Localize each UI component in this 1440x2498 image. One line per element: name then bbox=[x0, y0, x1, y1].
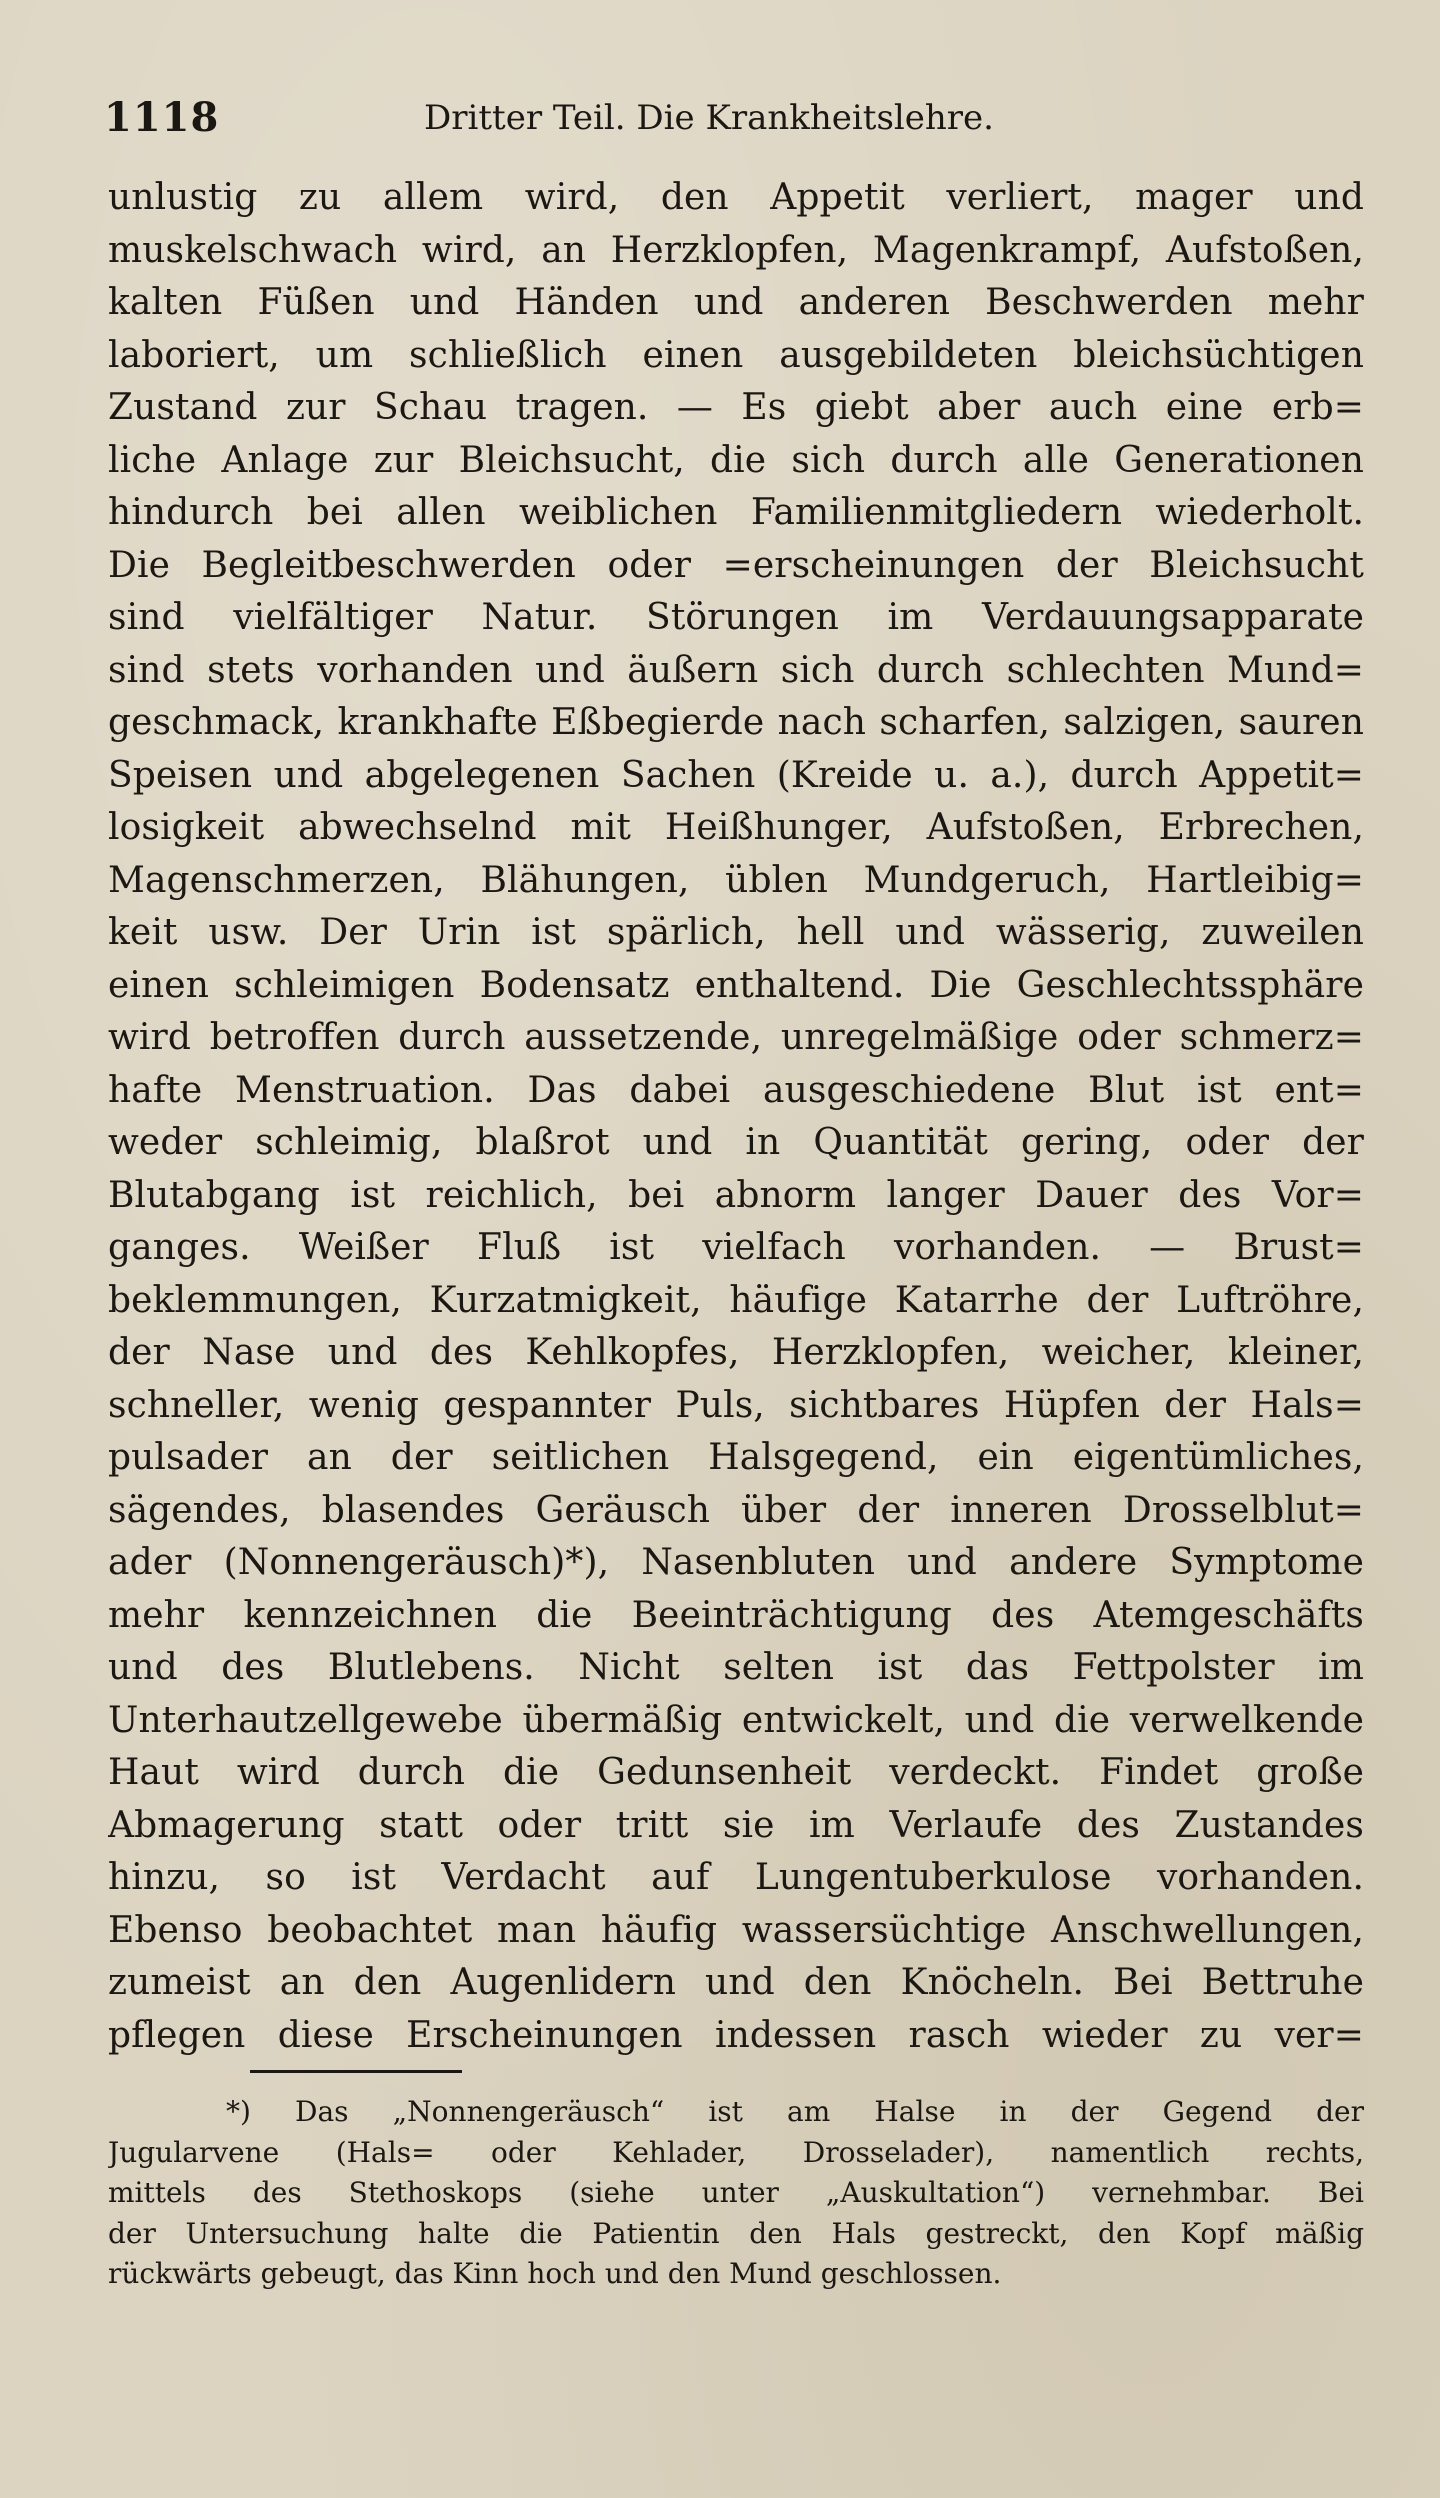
text-line: liche Anlage zur Bleichsucht, die sich durch alle Generationen bbox=[108, 439, 1364, 481]
text-line: Unterhautzellgewebe übermäßig entwickelt, und die verwelkende bbox=[108, 1699, 1364, 1741]
text-line: ganges. Weißer Fluß ist vielfach vorhanden. — Brust= bbox=[108, 1227, 1364, 1268]
text-line: Zustand zur Schau tragen. — Es giebt aber auch eine erb= bbox=[108, 387, 1364, 428]
text-line: keit usw. Der Urin ist spärlich, hell und wässerig, zuweilen bbox=[108, 912, 1364, 953]
text-line: pulsader an der seitlichen Halsgegend, ein eigentümliches, bbox=[108, 1437, 1364, 1478]
text-line: Blutabgang ist reichlich, bei abnorm langer Dauer des Vor= bbox=[108, 1174, 1364, 1216]
footnote-line: der Untersuchung halte die Patientin den Hals gestreckt, den Kopf mäßig bbox=[108, 2216, 1364, 2250]
text-line: Haut wird durch die Gedunsenheit verdeckt. Findet große bbox=[108, 1752, 1364, 1793]
text-line: kalten Füßen und Händen und anderen Beschwerden mehr bbox=[108, 282, 1364, 323]
text-line: mehr kennzeichnen die Beeinträchtigung des Atemgeschäfts bbox=[108, 1594, 1364, 1636]
text-line: weder schleimig, blaßrot und in Quantität gering, oder der bbox=[108, 1122, 1364, 1163]
main-text bbox=[108, 172, 1364, 2062]
footnote-line: rückwärts gebeugt, das Kinn hoch und den Mund geschlossen. bbox=[108, 2257, 1002, 2290]
page-number: 1118 bbox=[104, 94, 220, 141]
text-line: schneller, wenig gespannter Puls, sichtbares Hüpfen der Hals= bbox=[108, 1384, 1364, 1426]
text-line: Speisen und abgelegenen Sachen (Kreide u. a.), durch Appetit= bbox=[108, 754, 1364, 796]
text-line: der Nase und des Kehlkopfes, Herzklopfen, weicher, kleiner, bbox=[108, 1332, 1364, 1373]
running-title: Dritter Teil. Die Krankheitslehre. bbox=[424, 98, 994, 138]
text-line: muskelschwach wird, an Herzklopfen, Magenkrampf, Aufstoßen, bbox=[108, 229, 1364, 271]
text-line: unlustig zu allem wird, den Appetit verliert, mager und bbox=[108, 177, 1364, 218]
text-line: Magenschmerzen, Blähungen, üblen Mundgeruch, Hartleibig= bbox=[108, 859, 1364, 901]
text-line: losigkeit abwechselnd mit Heißhunger, Aufstoßen, Erbrechen, bbox=[108, 807, 1364, 848]
text-line: einen schleimigen Bodensatz enthaltend. Die Geschlechtssphäre bbox=[108, 964, 1364, 1006]
text-line: ader (Nonnengeräusch)*), Nasenbluten und andere Symptome bbox=[108, 1542, 1364, 1583]
text-line: Die Begleitbeschwerden oder =erscheinungen der Bleichsucht bbox=[108, 544, 1364, 586]
text-line: und des Blutlebens. Nicht selten ist das Fettpolster im bbox=[108, 1647, 1364, 1688]
text-line: hafte Menstruation. Das dabei ausgeschiedene Blut ist ent= bbox=[108, 1069, 1364, 1111]
text-line: zumeist an den Augenlidern und den Knöcheln. Bei Bettruhe bbox=[108, 1962, 1364, 2003]
text-line: sägendes, blasendes Geräusch über der inneren Drosselblut= bbox=[108, 1489, 1364, 1531]
text-line: Ebenso beobachtet man häufig wassersüchtige Anschwellungen, bbox=[108, 1909, 1364, 1951]
text-line: hinzu, so ist Verdacht auf Lungentuberkulose vorhanden. bbox=[108, 1857, 1364, 1898]
footnote-line: mittels des Stethoskops (siehe unter „Auskultation“) vernehmbar. Bei bbox=[108, 2176, 1364, 2209]
text-line: beklemmungen, Kurzatmigkeit, häufige Katarrhe der Luftröhre, bbox=[108, 1279, 1364, 1321]
footnote-line: *) Das „Nonnengeräusch“ ist am Halse in der Gegend der bbox=[226, 2095, 1364, 2128]
footnote-line: Jugularvene (Hals= oder Kehlader, Drosselader), namentlich rechts, bbox=[108, 2135, 1364, 2169]
text-line: hindurch bei allen weiblichen Familienmitgliedern wiederholt. bbox=[108, 492, 1364, 533]
text-line: laboriert, um schließlich einen ausgebildeten bleichsüchtigen bbox=[108, 334, 1364, 376]
text-line: sind stets vorhanden und äußern sich durch schlechten Mund= bbox=[108, 649, 1364, 691]
page-header bbox=[104, 88, 1364, 148]
text-line: sind vielfältiger Natur. Störungen im Verdauungsapparate bbox=[108, 597, 1364, 638]
footnote-divider bbox=[250, 2070, 462, 2073]
text-line: geschmack, krankhafte Eßbegierde nach scharfen, salzigen, sauren bbox=[108, 702, 1364, 743]
text-line: Abmagerung statt oder tritt sie im Verlaufe des Zustandes bbox=[108, 1804, 1364, 1846]
footnote bbox=[108, 2092, 1364, 2295]
text-line: wird betroffen durch aussetzende, unregelmäßige oder schmerz= bbox=[108, 1017, 1364, 1058]
text-line: pflegen diese Erscheinungen indessen rasch wieder zu ver= bbox=[108, 2014, 1364, 2056]
